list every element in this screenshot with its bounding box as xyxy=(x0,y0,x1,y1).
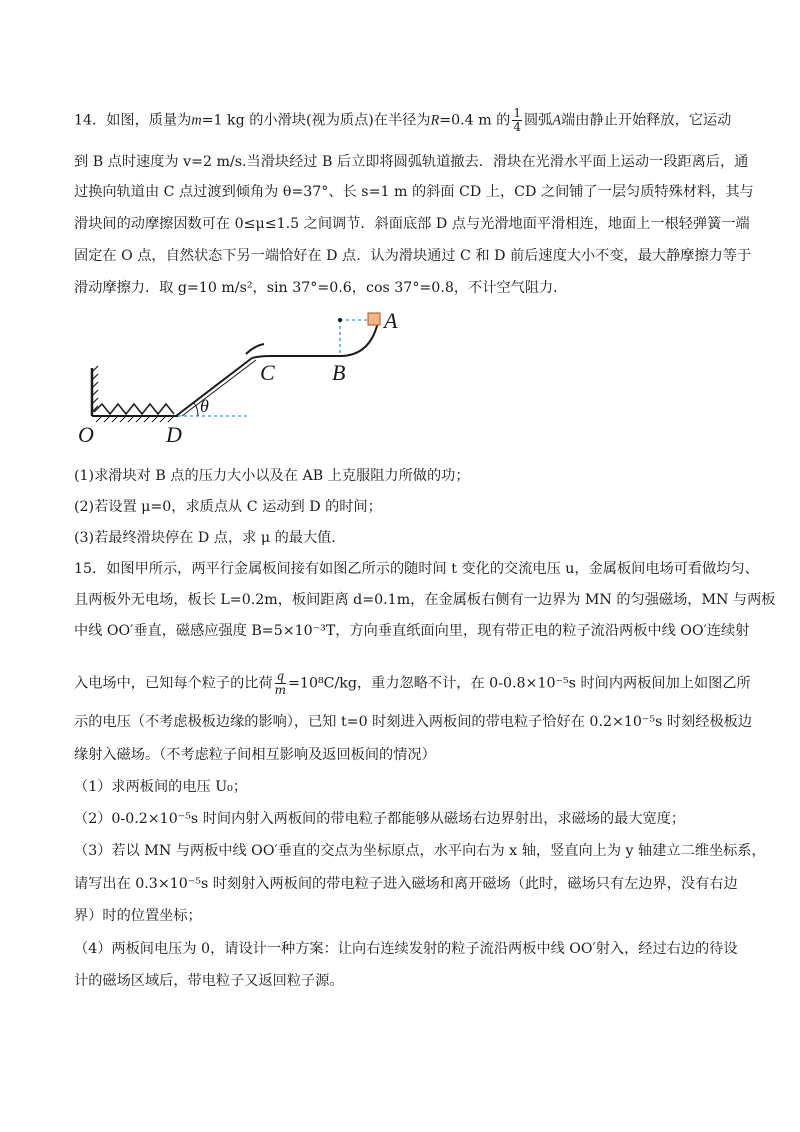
incline xyxy=(176,358,252,416)
q15-sub-3a: （3）若以 MN 与两板中线 OO′垂直的交点为坐标原点，水平向右为 x 轴，竖直向上为 y 轴建立二维坐标系， xyxy=(74,843,766,859)
q15-sub-2: （2）0-0.2×10⁻⁵s 时间内射入两板间的带电粒子都能够从磁场右边界射出，求磁场的最大宽度； xyxy=(74,811,686,827)
q14-text: 端由静止开始释放，它运动 xyxy=(561,112,732,129)
q15-sub-3c: 界）时的位置坐标； xyxy=(74,908,202,924)
fraction-one-quarter: $\frac{1}{4}$ xyxy=(513,106,521,134)
var-R: R xyxy=(430,112,440,129)
transition-track xyxy=(246,344,264,354)
q15-line-4 xyxy=(74,670,751,697)
q14-line-5: 固定在 O 点，自然状态下另一端恰好在 D 点．认为滑块通过 C 和 D 前后速度大小不变，最大静摩擦力等于 xyxy=(74,248,752,264)
label-A: A xyxy=(384,308,398,333)
label-O: O xyxy=(78,422,94,447)
q15-line-5: 示的电压（不考虑极板边缘的影响），已知 t=0 时刻进入两板间的带电粒子恰好在 0.2×10⁻⁵s 时刻经极板边 xyxy=(74,714,753,730)
q15-sub-4a: （4）两板间电压为 0，请设计一种方案：让向右连续发射的粒子流沿两板中线 OO′射入，经过右边的待设 xyxy=(74,941,738,957)
q14-line-4: 滑块间的动摩擦因数可在 0≤μ≤1.5 之间调节．斜面底部 D 点与光滑地面平滑相连，地面上一根轻弹簧一端 xyxy=(74,216,750,232)
var-m: m xyxy=(191,112,202,129)
q15-line-3: 中线 OO′垂直，磁感应强度 B=5×10⁻³T，方向垂直纸面向里，现有带正电的粒子流沿两板中线 OO′连续射 xyxy=(74,623,750,639)
label-C: C xyxy=(260,360,275,385)
label-theta: θ xyxy=(200,396,209,416)
arc-center xyxy=(338,318,342,322)
q15-line-2: 且两板外无电场，板长 L=0.2m，板间距离 d=0.1m，在金属板右侧有一边界为 MN 的匀强磁场，MN 与两板 xyxy=(74,592,776,608)
q14-text: 14．如图，质量为 xyxy=(74,112,192,129)
q14-text: 圆弧 xyxy=(524,112,553,129)
q14-line-1 xyxy=(74,107,731,134)
q14-text: =1 kg 的小滑块(视为质点)在半径为 xyxy=(201,112,431,129)
slider-block xyxy=(368,313,380,325)
q14-text: =0.4 m 的 xyxy=(439,112,511,129)
q15-line-1: 15．如图甲所示，两平行金属板间接有如图乙所示的随时间 t 变化的交流电压 u，金属板间电场可看做均匀、 xyxy=(74,561,759,577)
q15-text: =10⁸C/kg，重力忽略不计，在 0-0.8×10⁻⁵s 时间内两板间加上如图乙所 xyxy=(288,675,751,692)
var-A: A xyxy=(552,112,562,129)
horizontal-track xyxy=(252,356,340,358)
spring xyxy=(94,404,174,414)
q15-text: 入电场中，已知每个粒子的比荷 xyxy=(74,675,273,692)
q14-line-3: 过换向轨道由 C 点过渡到倾角为 θ=37°、长 s=1 m 的斜面 CD 上，CD 之间铺了一层匀质特殊材料，其与 xyxy=(74,184,754,200)
q14-sub-1: (1)求滑块对 B 点的压力大小以及在 AB 上克服阻力所做的功； xyxy=(74,468,470,484)
q15-sub-1: （1）求两板间的电压 U₀； xyxy=(74,779,248,795)
q15-sub-3b: 请写出在 0.3×10⁻⁵s 时刻射入两板间的带电粒子进入磁场和离开磁场（此时，磁场只有左边界，没有右边 xyxy=(74,876,738,892)
q15-sub-4b: 计的磁场区域后，带电粒子又返回粒子源。 xyxy=(74,973,344,989)
incline-diagram xyxy=(74,308,414,458)
label-D: D xyxy=(166,422,182,447)
label-B: B xyxy=(332,360,346,385)
q15-line-6: 缘射入磁场。（不考虑粒子间相互影响及返回板间的情况） xyxy=(74,747,436,763)
q14-sub-3: (3)若最终滑块停在 D 点，求 μ 的最大值． xyxy=(74,530,346,546)
q14-sub-2: (2)若设置 μ=0，求质点从 C 运动到 D 的时间； xyxy=(74,499,382,515)
quarter-arc xyxy=(340,322,378,356)
q14-line-6: 滑动摩擦力．取 g=10 m/s²，sin 37°=0.6，cos 37°=0.8，不计空气阻力． xyxy=(74,280,568,296)
fraction-q-over-m: $\frac{q}{m}$ xyxy=(274,669,287,697)
incline-figure xyxy=(74,308,414,462)
q14-line-2: 到 B 点时速度为 v=2 m/s.当滑块经过 B 后立即将圆弧轨道撤去．滑块在光滑水平面上运动一段距离后，通 xyxy=(74,154,749,170)
incline-edge xyxy=(182,360,256,416)
